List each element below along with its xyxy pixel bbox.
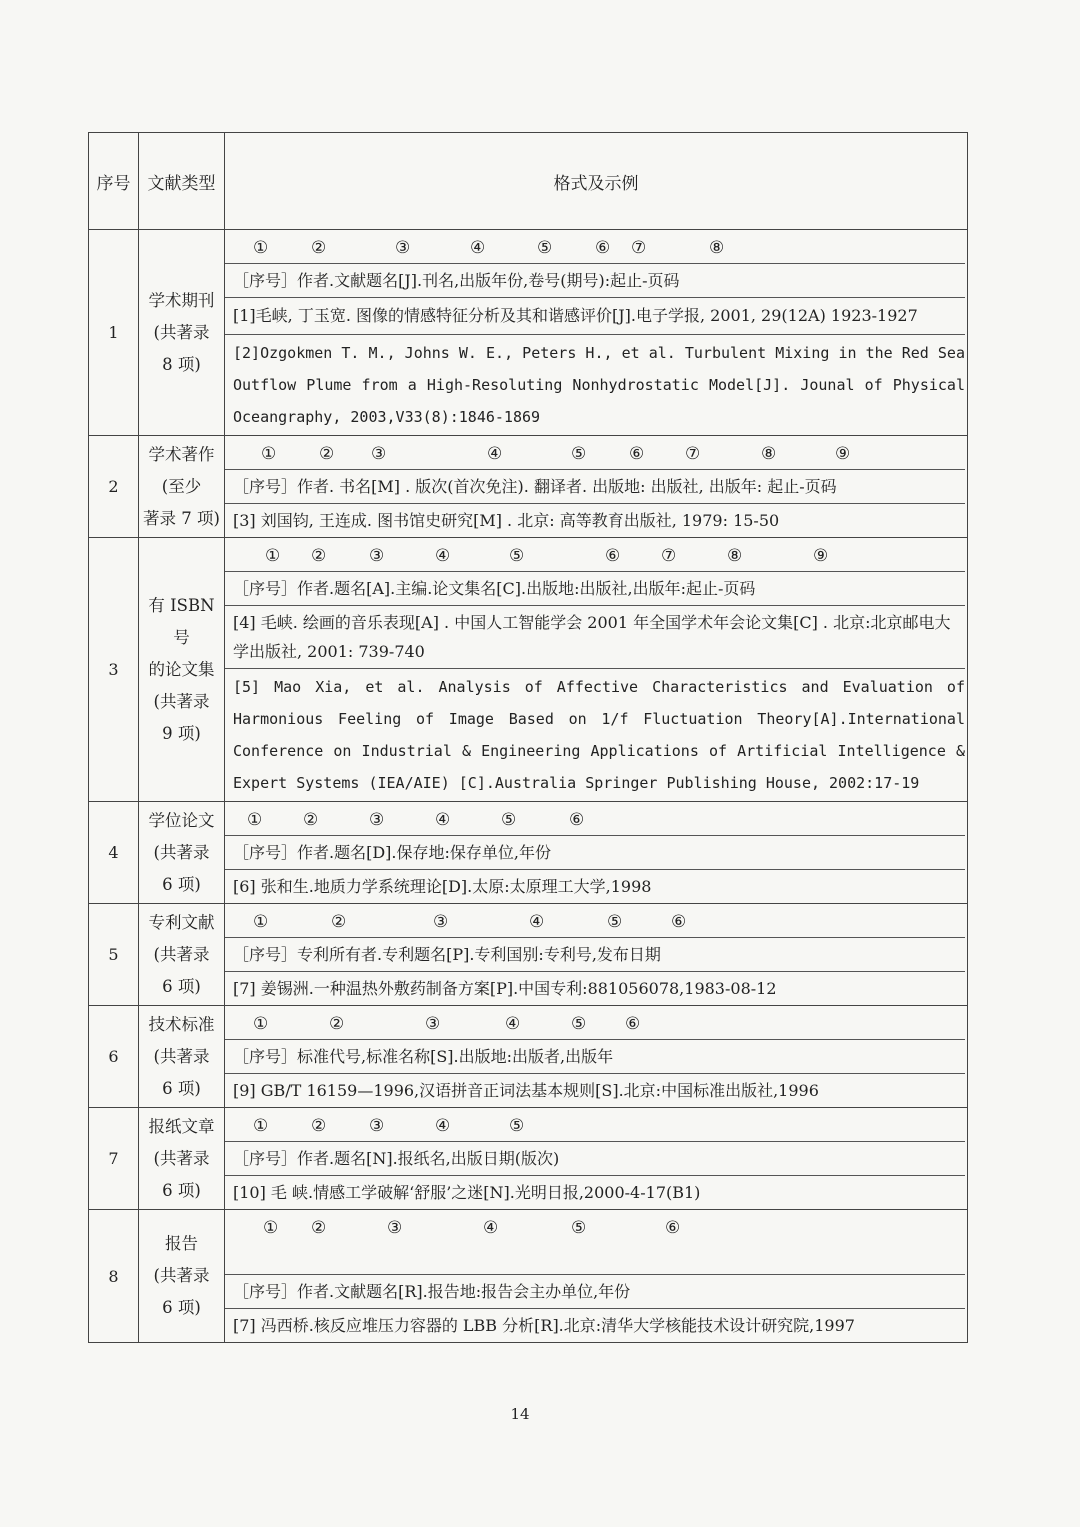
example-entry: [3] 刘国钧, 王连成. 图书馆史研究[M] . 北京: 高等教育出版社, 1979: 15-50 xyxy=(233,511,780,530)
field-marker: ③ xyxy=(425,1014,441,1034)
example-entry: [10] 毛 峡.情感工学破解‘舒服’之迷[N].光明日报,2000-4-17(B1) xyxy=(233,1183,701,1202)
row-type xyxy=(139,904,225,1006)
field-marker: ⑤ xyxy=(607,912,623,932)
field-marker: ⑧ xyxy=(709,238,725,258)
table-row xyxy=(89,538,968,802)
row-type xyxy=(139,1210,225,1343)
type-label-line: 著录 7 项) xyxy=(143,508,220,528)
format-template: ［序号］标准代号,标准名称[S].出版地:出版者,出版年 xyxy=(225,1040,965,1074)
type-label-line: (共著录 xyxy=(153,322,210,342)
row-number: 6 xyxy=(89,1006,139,1108)
field-marker: ④ xyxy=(435,1116,451,1136)
type-label-line: 学术期刊 xyxy=(148,290,215,310)
field-marker: ⑥ xyxy=(665,1218,681,1238)
format-template: ［序号］作者.题名[D].保存地:保存单位,年份 xyxy=(225,836,965,870)
field-marker: ② xyxy=(311,1218,327,1238)
row-number: 2 xyxy=(89,436,139,538)
type-label-line: (至少 xyxy=(161,476,202,496)
type-label-line: (共著录 xyxy=(153,1266,210,1285)
field-marker: ⑤ xyxy=(509,1116,525,1136)
type-label-line: (共著录 xyxy=(153,691,210,711)
type-label-line: 6 项) xyxy=(162,874,201,894)
format-template: ［序号］专利所有者.专利题名[P].专利国别:专利号,发布日期 xyxy=(225,938,965,972)
row-type xyxy=(139,802,225,904)
field-marker: ③ xyxy=(371,444,387,464)
type-label-line: (共著录 xyxy=(153,944,210,964)
field-marker: ③ xyxy=(433,912,449,932)
row-format-cell xyxy=(225,904,968,1006)
type-label-line: (共著录 xyxy=(153,1046,210,1066)
row-format-cell xyxy=(225,1108,968,1210)
example-entry: [7] 冯西桥.核反应堆压力容器的 LBB 分析[R].北京:清华大学核能技术设计研究院,1997 xyxy=(233,1316,855,1335)
type-label-line: 6 项) xyxy=(162,1180,201,1200)
row-format-cell xyxy=(225,538,968,802)
example-entry: [5] Mao Xia, et al. Analysis of Affective Characteristics and Evaluation of Harmonious Feeling of Image Based on 1/f Fluctuation Theory[A].International Conference on Industrial & Engineering Applications of Artificial Intelligence & Expert Systems (IEA/AIE) [C].Australia Springer Publishing House, 2002:17-19 xyxy=(233,678,965,792)
field-marker: ③ xyxy=(369,810,385,830)
row-number: 1 xyxy=(89,230,139,436)
type-label-line: 的论文集 xyxy=(148,659,215,679)
field-marker: ③ xyxy=(369,1116,385,1136)
field-markers xyxy=(225,230,965,264)
type-label-line: 专利文献 xyxy=(148,912,215,932)
field-marker: ⑥ xyxy=(625,1014,641,1034)
type-label-line: 学位论文 xyxy=(148,810,215,830)
field-marker: ② xyxy=(311,238,327,258)
table-row xyxy=(89,436,968,538)
field-marker: ② xyxy=(331,912,347,932)
type-label-line: (共著录 xyxy=(153,1148,210,1168)
row-format-cell xyxy=(225,1210,968,1343)
row-type xyxy=(139,1108,225,1210)
field-marker: ② xyxy=(311,546,327,566)
type-label-line: (共著录 xyxy=(153,842,210,862)
table-row xyxy=(89,230,968,436)
field-marker: ⑥ xyxy=(595,238,611,258)
field-marker: ⑤ xyxy=(509,546,525,566)
field-markers xyxy=(225,436,965,470)
field-marker: ② xyxy=(329,1014,345,1034)
field-marker: ④ xyxy=(505,1014,521,1034)
table-row xyxy=(89,802,968,904)
format-template: ［序号］作者.文献题名[J].刊名,出版年份,卷号(期号):起止-页码 xyxy=(225,264,965,298)
type-label-line: 有 ISBN 号 xyxy=(148,595,215,647)
page-number: 14 xyxy=(510,1405,530,1423)
field-marker: ⑤ xyxy=(571,1218,587,1238)
table-row xyxy=(89,1006,968,1108)
type-label-line: 9 项) xyxy=(162,723,201,743)
row-format-cell xyxy=(225,230,968,436)
type-label-line: 8 项) xyxy=(162,354,201,374)
type-label-line: 6 项) xyxy=(162,976,201,996)
example-entry: [7] 姜锡洲.一种温热外敷药制备方案[P].中国专利:881056078,1983-08-12 xyxy=(233,979,777,998)
field-marker: ⑨ xyxy=(835,444,851,464)
table-row xyxy=(89,904,968,1006)
field-markers xyxy=(225,1108,965,1142)
format-template: ［序号］作者.文献题名[R].报告地:报告会主办单位,年份 xyxy=(225,1275,965,1309)
row-format-cell xyxy=(225,802,968,904)
example-entry: [9] GB/T 16159—1996,汉语拼音正词法基本规则[S].北京:中国标准出版社,1996 xyxy=(233,1081,819,1100)
table-row xyxy=(89,1210,968,1343)
row-number: 3 xyxy=(89,538,139,802)
format-template: ［序号］作者. 书名[M] . 版次(首次免注). 翻译者. 出版地: 出版社, 出版年: 起止-页码 xyxy=(225,470,965,504)
field-marker: ① xyxy=(263,1218,279,1238)
row-type xyxy=(139,436,225,538)
row-format-cell xyxy=(225,436,968,538)
format-template: ［序号］作者.题名[A].主编.论文集名[C].出版地:出版社,出版年:起止-页码 xyxy=(225,572,965,606)
field-marker: ① xyxy=(253,1014,269,1034)
field-marker: ③ xyxy=(387,1218,403,1238)
type-label-line: 学术著作 xyxy=(148,444,215,464)
field-markers xyxy=(225,904,965,938)
field-marker: ④ xyxy=(487,444,503,464)
row-number: 5 xyxy=(89,904,139,1006)
field-marker: ① xyxy=(261,444,277,464)
field-marker: ⑦ xyxy=(661,546,677,566)
field-marker: ⑤ xyxy=(537,238,553,258)
row-type xyxy=(139,230,225,436)
field-marker: ③ xyxy=(369,546,385,566)
field-marker: ⑥ xyxy=(569,810,585,830)
field-marker: ⑤ xyxy=(571,1014,587,1034)
field-marker: ⑤ xyxy=(501,810,517,830)
table-row xyxy=(89,1108,968,1210)
type-label-line: 报纸文章 xyxy=(148,1116,215,1136)
field-marker: ② xyxy=(311,1116,327,1136)
field-marker: ⑥ xyxy=(671,912,687,932)
example-entry: [6] 张和生.地质力学系统理论[D].太原:太原理工大学,1998 xyxy=(233,877,652,896)
table-header-row xyxy=(89,133,968,230)
field-markers xyxy=(225,538,965,572)
field-marker: ⑥ xyxy=(605,546,621,566)
field-marker: ① xyxy=(253,1116,269,1136)
field-marker: ③ xyxy=(395,238,411,258)
field-marker: ② xyxy=(303,810,319,830)
field-marker: ① xyxy=(265,546,281,566)
example-entry: [2]Ozgokmen T. M., Johns W. E., Peters H., et al. Turbulent Mixing in the Red Sea Outflow Plume from a High-Resoluting Nonhydrostatic Model[J]. Jounal of Physical Oceangraphy, 2003,V33(8):1846-1869 xyxy=(233,344,965,426)
example-entry: [1]毛峡, 丁玉宽. 图像的情感特征分析及其和谐感评价[J].电子学报, 2001, 29(12A) 1923-1927 xyxy=(225,298,965,335)
field-marker: ⑥ xyxy=(629,444,645,464)
row-type xyxy=(139,538,225,802)
field-marker: ④ xyxy=(483,1218,499,1238)
type-label-line: 技术标准 xyxy=(148,1014,215,1034)
header-index: 序号 xyxy=(89,133,139,230)
row-format-cell xyxy=(225,1006,968,1108)
field-marker: ⑧ xyxy=(761,444,777,464)
field-markers xyxy=(225,1210,965,1275)
header-type: 文献类型 xyxy=(139,133,225,230)
row-number: 4 xyxy=(89,802,139,904)
field-marker: ⑦ xyxy=(631,238,647,258)
type-label-line: 6 项) xyxy=(162,1298,201,1317)
row-number: 7 xyxy=(89,1108,139,1210)
type-label-line: 报告 xyxy=(165,1234,198,1253)
field-marker: ① xyxy=(253,912,269,932)
field-marker: ⑤ xyxy=(571,444,587,464)
field-marker: ④ xyxy=(470,238,486,258)
field-marker: ⑦ xyxy=(685,444,701,464)
row-number: 8 xyxy=(89,1210,139,1343)
field-marker: ⑨ xyxy=(813,546,829,566)
reference-format-table xyxy=(88,132,968,1343)
format-template: ［序号］作者.题名[N].报纸名,出版日期(版次) xyxy=(225,1142,965,1176)
field-marker: ① xyxy=(253,238,269,258)
row-type xyxy=(139,1006,225,1108)
type-label-line: 6 项) xyxy=(162,1078,201,1098)
field-markers xyxy=(225,802,965,836)
field-marker: ② xyxy=(319,444,335,464)
field-marker: ④ xyxy=(435,546,451,566)
field-marker: ⑧ xyxy=(727,546,743,566)
field-marker: ④ xyxy=(529,912,545,932)
field-markers xyxy=(225,1006,965,1040)
field-marker: ① xyxy=(247,810,263,830)
field-marker: ④ xyxy=(435,810,451,830)
header-format: 格式及示例 xyxy=(225,133,968,230)
example-entry: [4] 毛峡. 绘画的音乐表现[A] . 中国人工智能学会 2001 年全国学术年会论文集[C] . 北京:北京邮电大学出版社, 2001: 739-740 xyxy=(225,606,965,669)
